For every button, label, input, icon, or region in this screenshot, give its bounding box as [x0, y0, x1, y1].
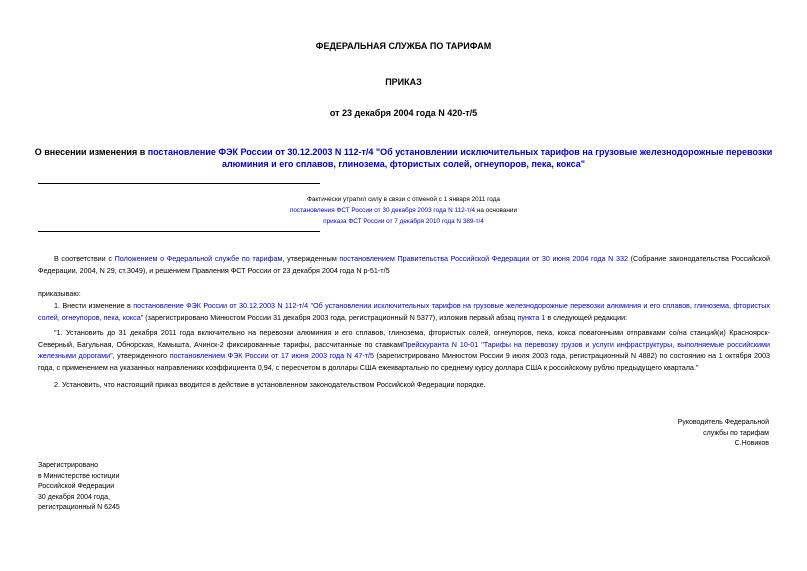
quote-text-2: , утвержденного: [112, 351, 170, 360]
intro-link-government-decree[interactable]: постановлением Правительства Российской Федерации от 30 июня 2004 года N 332: [339, 254, 628, 263]
item-1: [38, 300, 770, 323]
title-prefix: О внесении изменения в: [34, 147, 148, 157]
signature-block: [678, 418, 769, 450]
registration-line-3: Российской Федерации: [38, 483, 115, 490]
item-1-text-3: в следующей редакции:: [545, 312, 628, 322]
intro-text-3: (Собрание законодательства Российской Федерации, 2004, N 29, ст.3049), и решением Правления ФСТ России от 23 декабря 2004 года N р-51-т/5: [38, 254, 771, 275]
quote-text-1: "1. Установить до 31 декабря 2011 года включительно на перевозки алюминия и его сплавов, глинозема, фтористых солей, огнеупоров, пека, кокса повагонными отправками со/на станций(и) Красноярск-Северный, Багульная, Обнорская, Камышта, Ачинск-2 фиксированные тарифы, рассчитанные по ставкам: [38, 328, 770, 349]
status-note-link2[interactable]: приказа ФСТ России от 7 декабря 2010 года N 389-т/4: [323, 218, 484, 225]
item-1-text-2: (зарегистрировано Минюстом России 31 декабря 2003 года, регистрационный N 5377), изложив первый абзац: [143, 312, 518, 322]
quote-link-decree[interactable]: постановлением ФЭК России от 17 июня 2003 года N 47-т/5: [169, 351, 374, 360]
document-date: от 23 декабря 2004 года N 420-т/5: [329, 108, 478, 118]
signature-line-2: службы по тарифам: [703, 429, 769, 437]
order-word: приказываю:: [38, 289, 81, 298]
registration-line-5: регистрационный N 6245: [38, 504, 120, 511]
title-link[interactable]: постановление ФЭК России от 30.12.2003 N 112-т/4 "Об установлении исключительных тарифов на грузовые железнодорожные перевозки алюминия и его сплавов, глинозема, фтористых солей, огнеупоров, пека, кокса": [147, 147, 773, 169]
registration-line-1: Зарегистрировано: [38, 462, 98, 469]
document-type: ПРИКАЗ: [385, 77, 422, 87]
item-1-text-1: 1. Внести изменение в: [54, 301, 134, 310]
quote-text-3: (зарегистрировано Минюстом России 9 июля 2003 года, регистрационный N 4882) по состоянию на 1 октября 2003 года, с применением на указанных направлениях коэффициента 0,94, с пересчетом в доллары США ежеквартально по среднему курсу доллара США к российскому рублю предыдущего квартала.": [38, 351, 770, 372]
document-title: [30, 147, 777, 170]
item-1-link-decree[interactable]: постановление ФЭК России от 30.12.2003 N 112-т/4 "Об установлении исключительных тарифов на грузовые железнодорожные перевозки алюминия и его сплавов, глинозема, фтористых солей, огнеупоров, пека, кокса": [38, 301, 770, 322]
signature-line-1: Руководитель Федеральной: [677, 419, 769, 426]
status-note-link1[interactable]: постановления ФСТ России от 30 декабря 2003 года N 112-т/4: [289, 207, 476, 214]
divider-top: [38, 183, 320, 184]
status-note-text: на основании: [475, 207, 518, 214]
status-note: [0, 194, 807, 227]
intro-paragraph: [38, 253, 770, 276]
intro-text-2: , утвержденным: [282, 254, 340, 263]
quote-link-pricelist[interactable]: Прейскуранта N 10-01 "Тарифы на перевозку грузов и услуги инфраструктуры, выполняемые российскими железными дорогами": [38, 339, 770, 360]
registration-block: [38, 461, 120, 514]
item-2: 2. Установить, что настоящий приказ вводится в действие в установленном законодательством Российской Федерации порядке.: [54, 380, 486, 389]
intro-text-1: В соответствии с: [54, 254, 115, 263]
signature-name: С.Новиков: [734, 440, 769, 447]
quoted-text: [38, 327, 770, 373]
registration-line-4: 30 декабря 2004 года,: [38, 493, 110, 501]
agency-name: ФЕДЕРАЛЬНАЯ СЛУЖБА ПО ТАРИФАМ: [315, 41, 492, 51]
intro-link-regulation[interactable]: Положением о Федеральной службе по тарифам: [114, 254, 283, 263]
status-note-line1: Фактически утратил силу в связи с отменой с 1 января 2011 года: [307, 196, 500, 203]
divider-bottom: [38, 231, 320, 232]
item-1-link-point[interactable]: пункта 1: [517, 312, 546, 322]
status-note-line2: [0, 205, 807, 216]
registration-line-2: в Министерстве юстиции: [38, 472, 120, 480]
